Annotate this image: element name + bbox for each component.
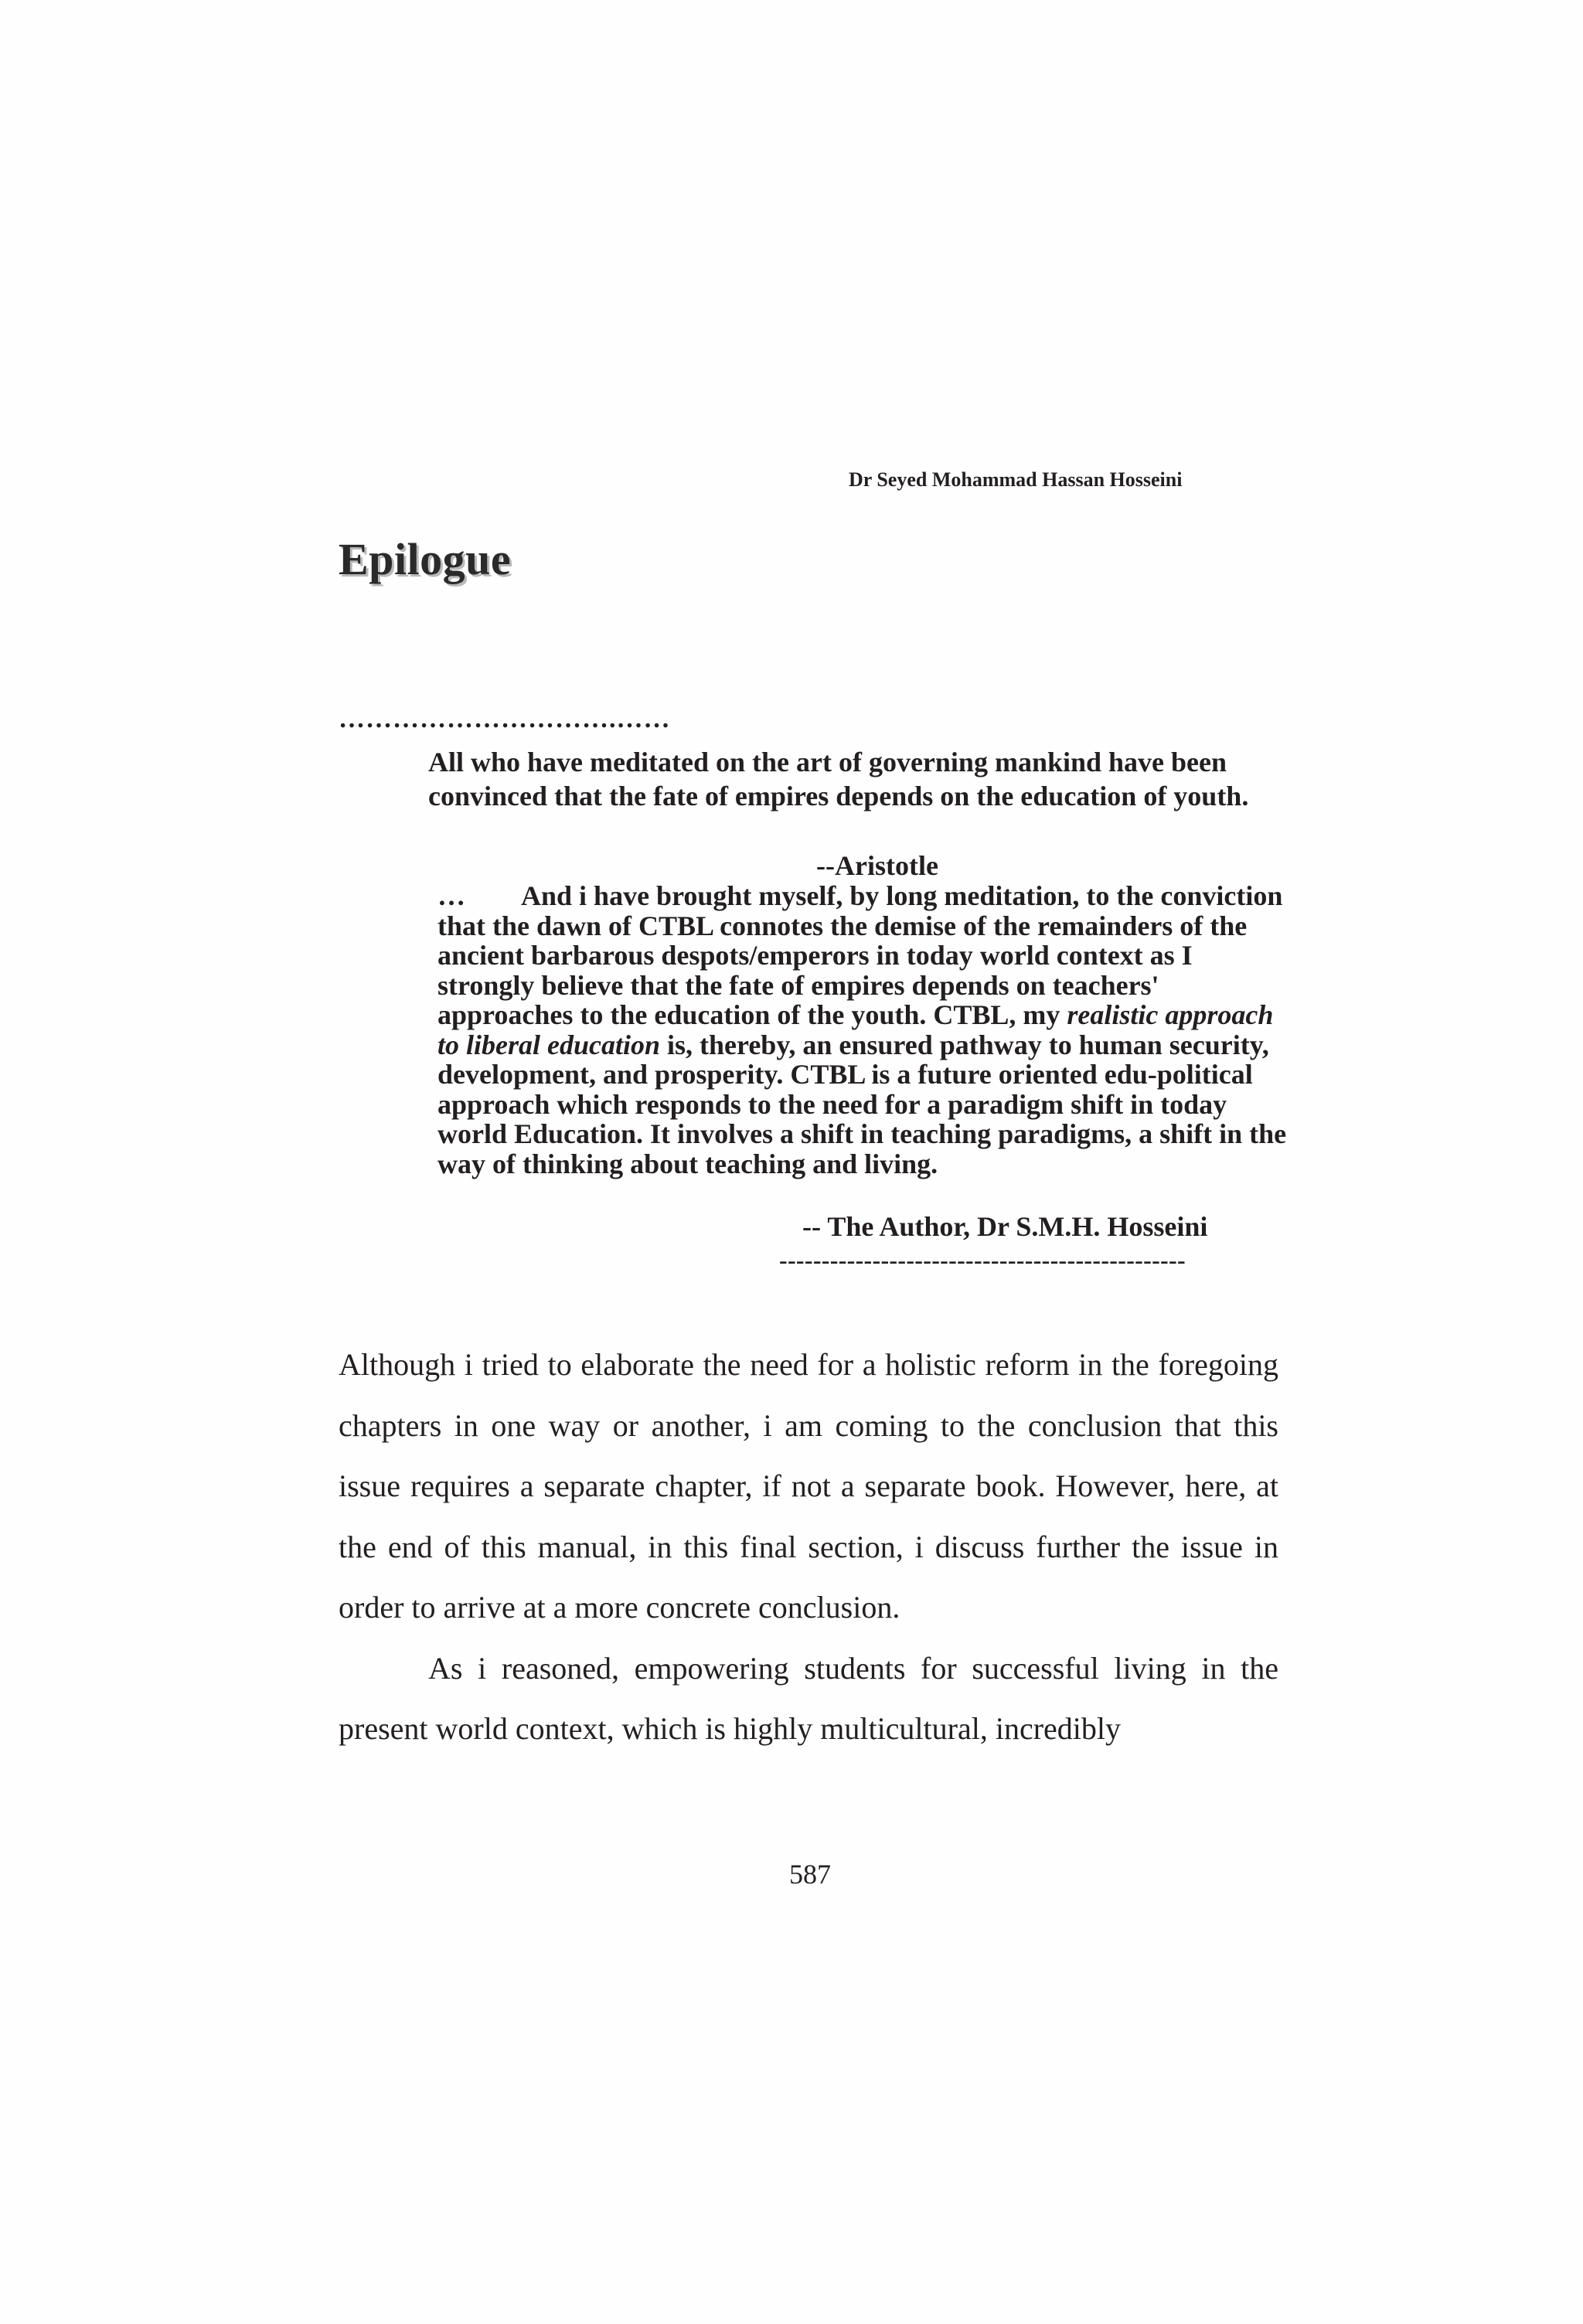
epigraph-quote-text-end: is, thereby, an ensured pathway to human security, development, and prosperity. CTBL is a future oriented edu-political approach which responds to the need for a paradigm shift in today world Education. It involves a shift in teaching paradigms, a shift in the way of thinking about teaching and living. [437,1029,1287,1179]
body-text [339,1335,1278,1760]
body-paragraph-1: Although i tried to elaborate the need for a holistic reform in the foregoing chapters in one way or another, i am coming to the conclusion that this issue requires a separate chapter, if not a separate book. However, here, at the end of this manual, in this final section, i discuss further the issue in order to arrive at a more concrete conclusion. [339,1347,1278,1625]
epigraph-quote-author [437,881,1291,1179]
epigraph-dashed-rule: ------------------------------------------------ [779,1246,1186,1274]
epigraph-quote-lead: … [437,880,465,911]
chapter-title: Epilogue [339,534,512,584]
running-head-author: Dr Seyed Mohammad Hassan Hosseini [849,468,1183,491]
epigraph-attribution-author: -- The Author, Dr S.M.H. Hosseini [802,1211,1208,1242]
body-paragraph-2: As i reasoned, empowering students for successful living in the present world context, which is highly multicultural, incredibly [339,1650,1278,1746]
epigraph-ellipsis: ………………………….…… [339,705,671,733]
page-number: 587 [789,1859,831,1890]
epigraph-quote-text-start: And i have brought myself, by long meditation, to the conviction that the dawn of CTBL connotes the demise of the remainders of the ancient barbarous despots/emperors in today world context as I strongly believe that the fate of empires depends on teachers' approaches to the education of the youth. CTBL, my [437,880,1283,1030]
epigraph-quote-italic-phrase: realistic approach to liberal education [437,999,1274,1060]
epigraph-attribution-aristotle: --Aristotle [816,850,938,881]
epigraph-quote-aristotle: All who have meditated on the art of governing mankind have been convinced that the fate of empires depends on the education of youth. [428,747,1249,812]
